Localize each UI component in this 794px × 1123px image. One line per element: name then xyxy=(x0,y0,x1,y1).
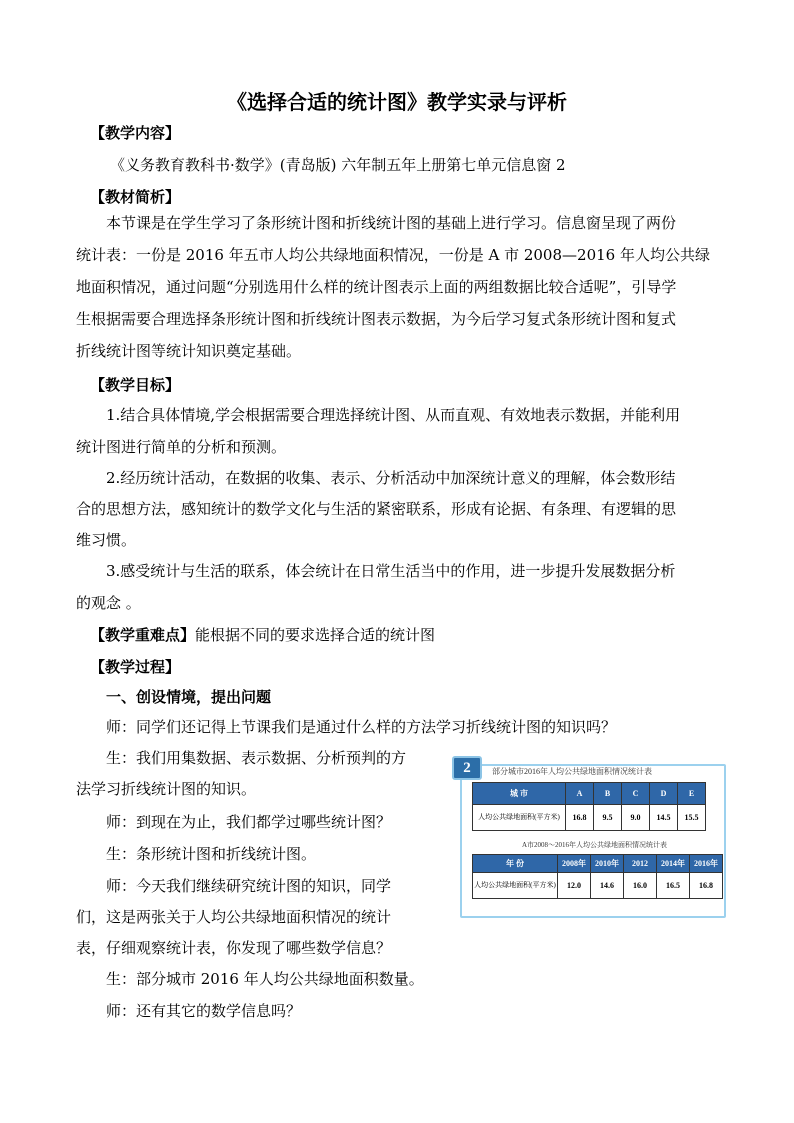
goals-line: 1.结合具体情境,学会根据需要合理选择统计图、从而直观、有效地表示数据，并能利用 xyxy=(106,406,681,424)
info-window-figure xyxy=(452,756,724,916)
table2-col-header: 2016年 xyxy=(690,855,723,873)
dialogue-line: 生：部分城市 2016 年人均公共绿地面积数量。 xyxy=(106,970,424,988)
key-points xyxy=(90,624,435,645)
table1-cell: 9.0 xyxy=(622,805,650,831)
key-text: 能根据不同的要求选择合适的统计图 xyxy=(195,626,436,644)
analysis-line: 折线统计图等统计知识奠定基础。 xyxy=(76,342,302,360)
goals-line: 维习惯。 xyxy=(76,531,137,549)
process-section-title: 一、创设情境，提出问题 xyxy=(106,688,272,706)
key-heading: 【教学重难点】 xyxy=(90,626,196,644)
table1-cell: 14.5 xyxy=(650,805,678,831)
table2-caption: A市2008～2016年人均公共绿地面积情况统计表 xyxy=(522,841,668,849)
dialogue-line: 们，这是两张关于人均公共绿地面积情况的统计 xyxy=(76,908,392,926)
table1-cell: 15.5 xyxy=(678,805,706,831)
table2-col-header: 2012 xyxy=(624,855,657,873)
table1-row-label: 人均公共绿地面积(平方米) xyxy=(473,805,566,831)
goals-line: 2.经历统计活动，在数据的收集、表示、分析活动中加深统计意义的理解，体会数形结 xyxy=(106,469,676,487)
dialogue-line: 师：同学们还记得上节课我们是通过什么样的方法学习折线统计图的知识吗？ xyxy=(106,718,617,736)
analysis-line: 本节课是在学生学习了条形统计图和折线统计图的基础上进行学习。信息窗呈现了两份 xyxy=(106,214,677,232)
content-heading: 【教学内容】 xyxy=(90,124,181,142)
table2-row-label: 人均公共绿地面积(平方米) xyxy=(473,873,558,899)
table2-col-header: 2008年 xyxy=(558,855,591,873)
table1-col-header: B xyxy=(594,783,622,805)
process-heading: 【教学过程】 xyxy=(90,658,181,676)
table2-header-label: 年 份 xyxy=(473,855,558,873)
table1-col-header: E xyxy=(678,783,706,805)
dialogue-line: 表，仔细观察统计表，你发现了哪些数学信息？ xyxy=(76,939,392,957)
table2-col-header: 2014年 xyxy=(657,855,690,873)
analysis-line: 地面积情况，通过问题“分别选用什么样的统计图表示上面的两组数据比较合适呢”，引导学 xyxy=(76,278,677,296)
table2-cell: 16.0 xyxy=(624,873,657,899)
analysis-heading: 【教材简析】 xyxy=(90,188,181,206)
table2-cell: 14.6 xyxy=(591,873,624,899)
table1-col-header: C xyxy=(622,783,650,805)
table1-header-label: 城 市 xyxy=(473,783,566,805)
dialogue-line: 法学习折线统计图的知识。 xyxy=(76,780,257,798)
analysis-line: 生根据需要合理选择条形统计图和折线统计图表示数据，为今后学习复式条形统计图和复式 xyxy=(76,310,677,328)
dialogue-line: 师：还有其它的数学信息吗？ xyxy=(106,1002,302,1020)
goals-line: 合的思想方法，感知统计的数学文化与生活的紧密联系，形成有论据、有条理、有逻辑的思 xyxy=(76,500,677,518)
table2-cell: 16.5 xyxy=(657,873,690,899)
table1 xyxy=(472,782,706,831)
dialogue-line: 生：我们用集数据、表示数据、分析预判的方 xyxy=(106,749,407,767)
goals-line: 3.感受统计与生活的联系，体会统计在日常生活当中的作用，进一步提升发展数据分析 xyxy=(106,562,676,580)
analysis-line: 统计表：一份是 2016 年五市人均公共绿地面积情况，一份是 A 市 2008—2016 年人均公共绿 xyxy=(76,246,710,264)
table1-col-header: A xyxy=(566,783,594,805)
info-window-badge: 2 xyxy=(452,756,482,780)
dialogue-line: 师：到现在为止，我们都学过哪些统计图？ xyxy=(106,813,392,831)
goals-line: 的观念 。 xyxy=(76,594,141,612)
content-text: 《义务教育教科书·数学》(青岛版) 六年制五年上册第七单元信息窗 2 xyxy=(110,156,566,174)
goals-line: 统计图进行简单的分析和预测。 xyxy=(76,438,287,456)
table2-cell: 16.8 xyxy=(690,873,723,899)
table2 xyxy=(472,854,723,899)
dialogue-line: 生：条形统计图和折线统计图。 xyxy=(106,845,317,863)
table1-caption: 部分城市2016年人均公共绿地面积情况统计表 xyxy=(492,767,652,776)
table2-col-header: 2010年 xyxy=(591,855,624,873)
table1-col-header: D xyxy=(650,783,678,805)
dialogue-line: 师：今天我们继续研究统计图的知识，同学 xyxy=(106,877,392,895)
table1-cell: 9.5 xyxy=(594,805,622,831)
table2-cell: 12.0 xyxy=(558,873,591,899)
document-title: 《选择合适的统计图》教学实录与评析 xyxy=(227,90,567,114)
table1-cell: 16.8 xyxy=(566,805,594,831)
goals-heading: 【教学目标】 xyxy=(90,376,181,394)
